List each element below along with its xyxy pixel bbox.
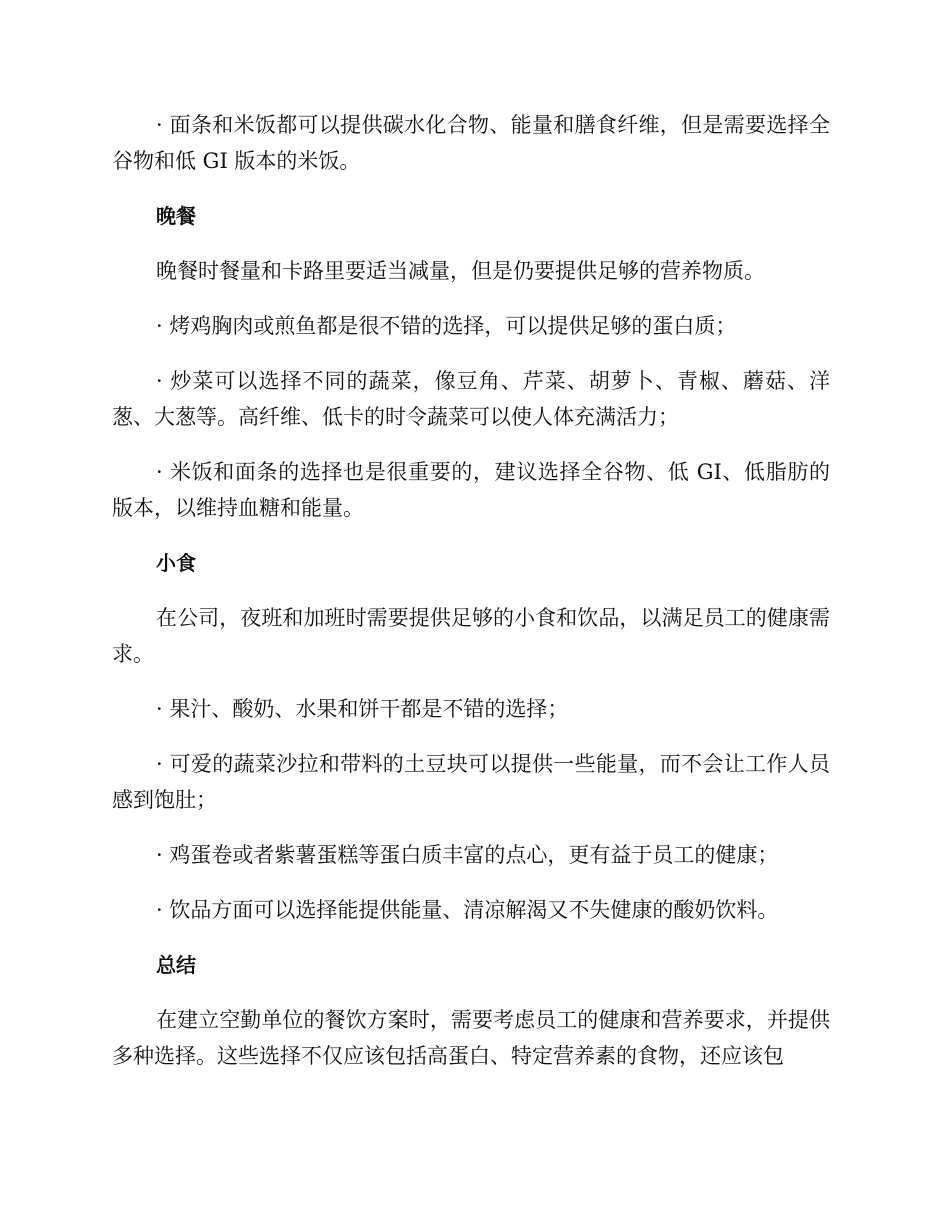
- bullet-paragraph-juice-yogurt: · 果汁、酸奶、水果和饼干都是不错的选择；: [156, 697, 569, 721]
- paragraph-summary: 在建立空勤单位的餐饮方案时，需要考虑员工的健康和营养要求，并提供多种选择。这些选择不仅应该包括高蛋白、特定营养素的食物，还应该包: [112, 1008, 830, 1068]
- paragraph-snacks-intro: 在公司，夜班和加班时需要提供足够的小食和饮品，以满足员工的健康需求。: [112, 606, 830, 666]
- bullet-paragraph-vegetables: · 炒菜可以选择不同的蔬菜，像豆角、芹菜、胡萝卜、青椒、蘑菇、洋葱、大葱等。高纤维、低卡的时令蔬菜可以使人体充满活力；: [112, 369, 830, 429]
- bullet-paragraph-egg-roll-cake: · 鸡蛋卷或者紫薯蛋糕等蛋白质丰富的点心，更有益于员工的健康；: [156, 843, 779, 867]
- bullet-paragraph-noodles-rice: · 面条和米饭都可以提供碳水化合物、能量和膳食纤维，但是需要选择全谷物和低 GI 版本的米饭。: [112, 113, 830, 173]
- section-heading-summary: 总结: [156, 953, 196, 977]
- bullet-paragraph-salad-potato: · 可爱的蔬菜沙拉和带料的土豆块可以提供一些能量，而不会让工作人员感到饱肚；: [112, 752, 830, 812]
- section-heading-snacks: 小食: [156, 551, 196, 575]
- bullet-paragraph-chicken-fish: · 烤鸡胸肉或煎鱼都是很不错的选择，可以提供足够的蛋白质；: [156, 314, 737, 338]
- bullet-paragraph-drinks: · 饮品方面可以选择能提供能量、清凉解渴又不失健康的酸奶饮料。: [156, 898, 779, 922]
- document-body: [112, 107, 830, 1074]
- section-heading-dinner: 晚餐: [156, 204, 196, 228]
- paragraph-dinner-intro: 晚餐时餐量和卡路里要适当减量，但是仍要提供足够的营养物质。: [156, 259, 765, 283]
- bullet-paragraph-rice-noodles: · 米饭和面条的选择也是很重要的，建议选择全谷物、低 GI、低脂肪的版本，以维持血糖和能量。: [112, 460, 830, 520]
